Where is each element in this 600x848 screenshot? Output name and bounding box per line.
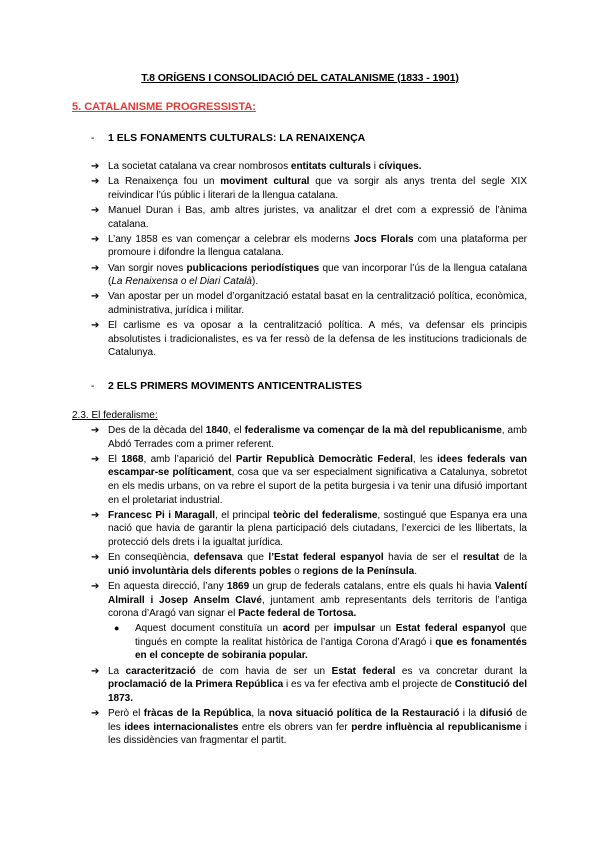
list-item: ➔ El carlisme es va oposar a la centralització política. A més, va defensar els principis absolutistes i tradicionalistes, es va fer ressò de la defensa de les institucions tradicionals de Catalunya. [91, 320, 527, 359]
arrow-icon: ➔ [91, 509, 100, 521]
arrow-icon: ➔ [91, 665, 100, 677]
list-item: ➔ La societat catalana va crear nombrosos entitats culturals i cíviques. [91, 161, 422, 172]
list-item: ➔ En conseqüència, defensava que l’Estat federal espanyol havia de ser el resultat de la unió involuntària dels diferents pobles o regions de la Península. [91, 552, 528, 577]
federalisme-list [91, 424, 527, 749]
list-item: ➔ La caracterització de com havia de ser un Estat federal es va concretar durant la proclamació de la Primera República i es va fer efectiva amb el projecte de Constitució del 1873. [91, 665, 528, 704]
list-item: ➔ L’any 1858 es van començar a celebrar els moderns Jocs Florals com una plataforma per promoure i difondre la llengua catalana. [91, 233, 528, 259]
page-title: T.8 ORÍGENS I CONSOLIDACIÓ DEL CATALANISME (1833 - 1901) [141, 72, 459, 84]
subsection-heading-renaixenca [91, 132, 365, 144]
arrow-icon: ➔ [91, 176, 100, 188]
list-item: ➔ Francesc Pi i Maragall, el principal teòric del federalisme, sostingué que Espanya era una nació que havia de garantir la plena participació dels ciutadans, l’exercici de les llibertats, la protecció dels drets i la igualtat jurídica. [91, 509, 528, 548]
arrow-icon: ➔ [91, 161, 100, 172]
arrow-icon: ➔ [91, 262, 100, 274]
subsection-federalisme: 2.3. El federalisme: [72, 410, 158, 421]
subsection-heading-text: 1 ELS FONAMENTS CULTURALS: LA RENAIXENÇA [108, 132, 366, 144]
list-item: ➔ Des de la dècada del 1840, el federalisme va començar de la mà del republicanisme, amb Abdó Terrades com a primer referent. [91, 425, 527, 450]
dash-marker: - [91, 380, 95, 392]
arrow-icon: ➔ [91, 552, 100, 564]
subsection-heading-anticentralistes [91, 380, 362, 392]
list-item: ➔ Però el fràcas de la República, la nova situació política de la Restauració i la difusió de les idees internacionalistes entre els obrers van fer perdre influència al republicanisme i les dissidències van fragmentar el partit. [91, 708, 528, 747]
list-item: ➔ El 1868, amb l’aparició del Partir Republicà Democràtic Federal, les idees federals van escampar-se políticament, cosa que va ser especialment significativa a Catalunya, sobretot en els medis urbans, on va rebre el suport de la petita burgesia i va tenir una difusió important en el proletariat industrial. [91, 453, 528, 506]
list-item: ➔ En aquesta direcció, l’any 1869 un grup de federals catalans, entre els quals hi havia Valentí Almirall i Josep Anselm Clavé, juntament amb representants dels territoris de l’antiga corona d’Aragó van signar el Pacte federal de Tortosa. [91, 580, 527, 620]
arrow-icon: ➔ [91, 291, 100, 303]
list-item: ➔ Van apostar per un model d’organització estatal basat en la centralització política, econòmica, administrativa, jurídica i militar. [91, 291, 527, 316]
list-item: ➔ Manuel Duran i Bas, amb altres juristes, va analitzar el dret com a expressió de l’ànima catalana. [91, 204, 527, 230]
arrow-icon: ➔ [91, 425, 100, 436]
sub-bullet-item: ● Aquest document constituïa un acord per impulsar un Estat federal espanyol que tingués en compte la realitat històrica de l’antiga Corona d’Aragó i que es fonamentés en el concepte de sobirania popular. [114, 623, 527, 662]
bullet-icon: ● [114, 623, 120, 634]
renaixenca-list [91, 160, 527, 361]
arrow-icon: ➔ [91, 320, 100, 332]
arrow-icon: ➔ [91, 708, 100, 720]
arrow-icon: ➔ [91, 233, 100, 245]
subsection-heading-text: 2 ELS PRIMERS MOVIMENTS ANTICENTRALISTES [108, 380, 362, 392]
arrow-icon: ➔ [91, 580, 100, 592]
list-item: ➔ La Renaixença fou un moviment cultural que va sorgir als anys trenta del segle XIX reivindicar l’ús públic i literari de la llengua catalana. [91, 176, 527, 201]
arrow-icon: ➔ [91, 453, 100, 465]
dash-marker: - [91, 132, 95, 144]
section-heading: 5. CATALANISME PROGRESSISTA: [72, 101, 256, 113]
list-item: ➔ Van sorgir noves publicacions periodístiques que van incorporar l’ús de la llengua catalana (La Renaixensa o el Diari Català). [91, 262, 528, 288]
arrow-icon: ➔ [91, 204, 100, 216]
